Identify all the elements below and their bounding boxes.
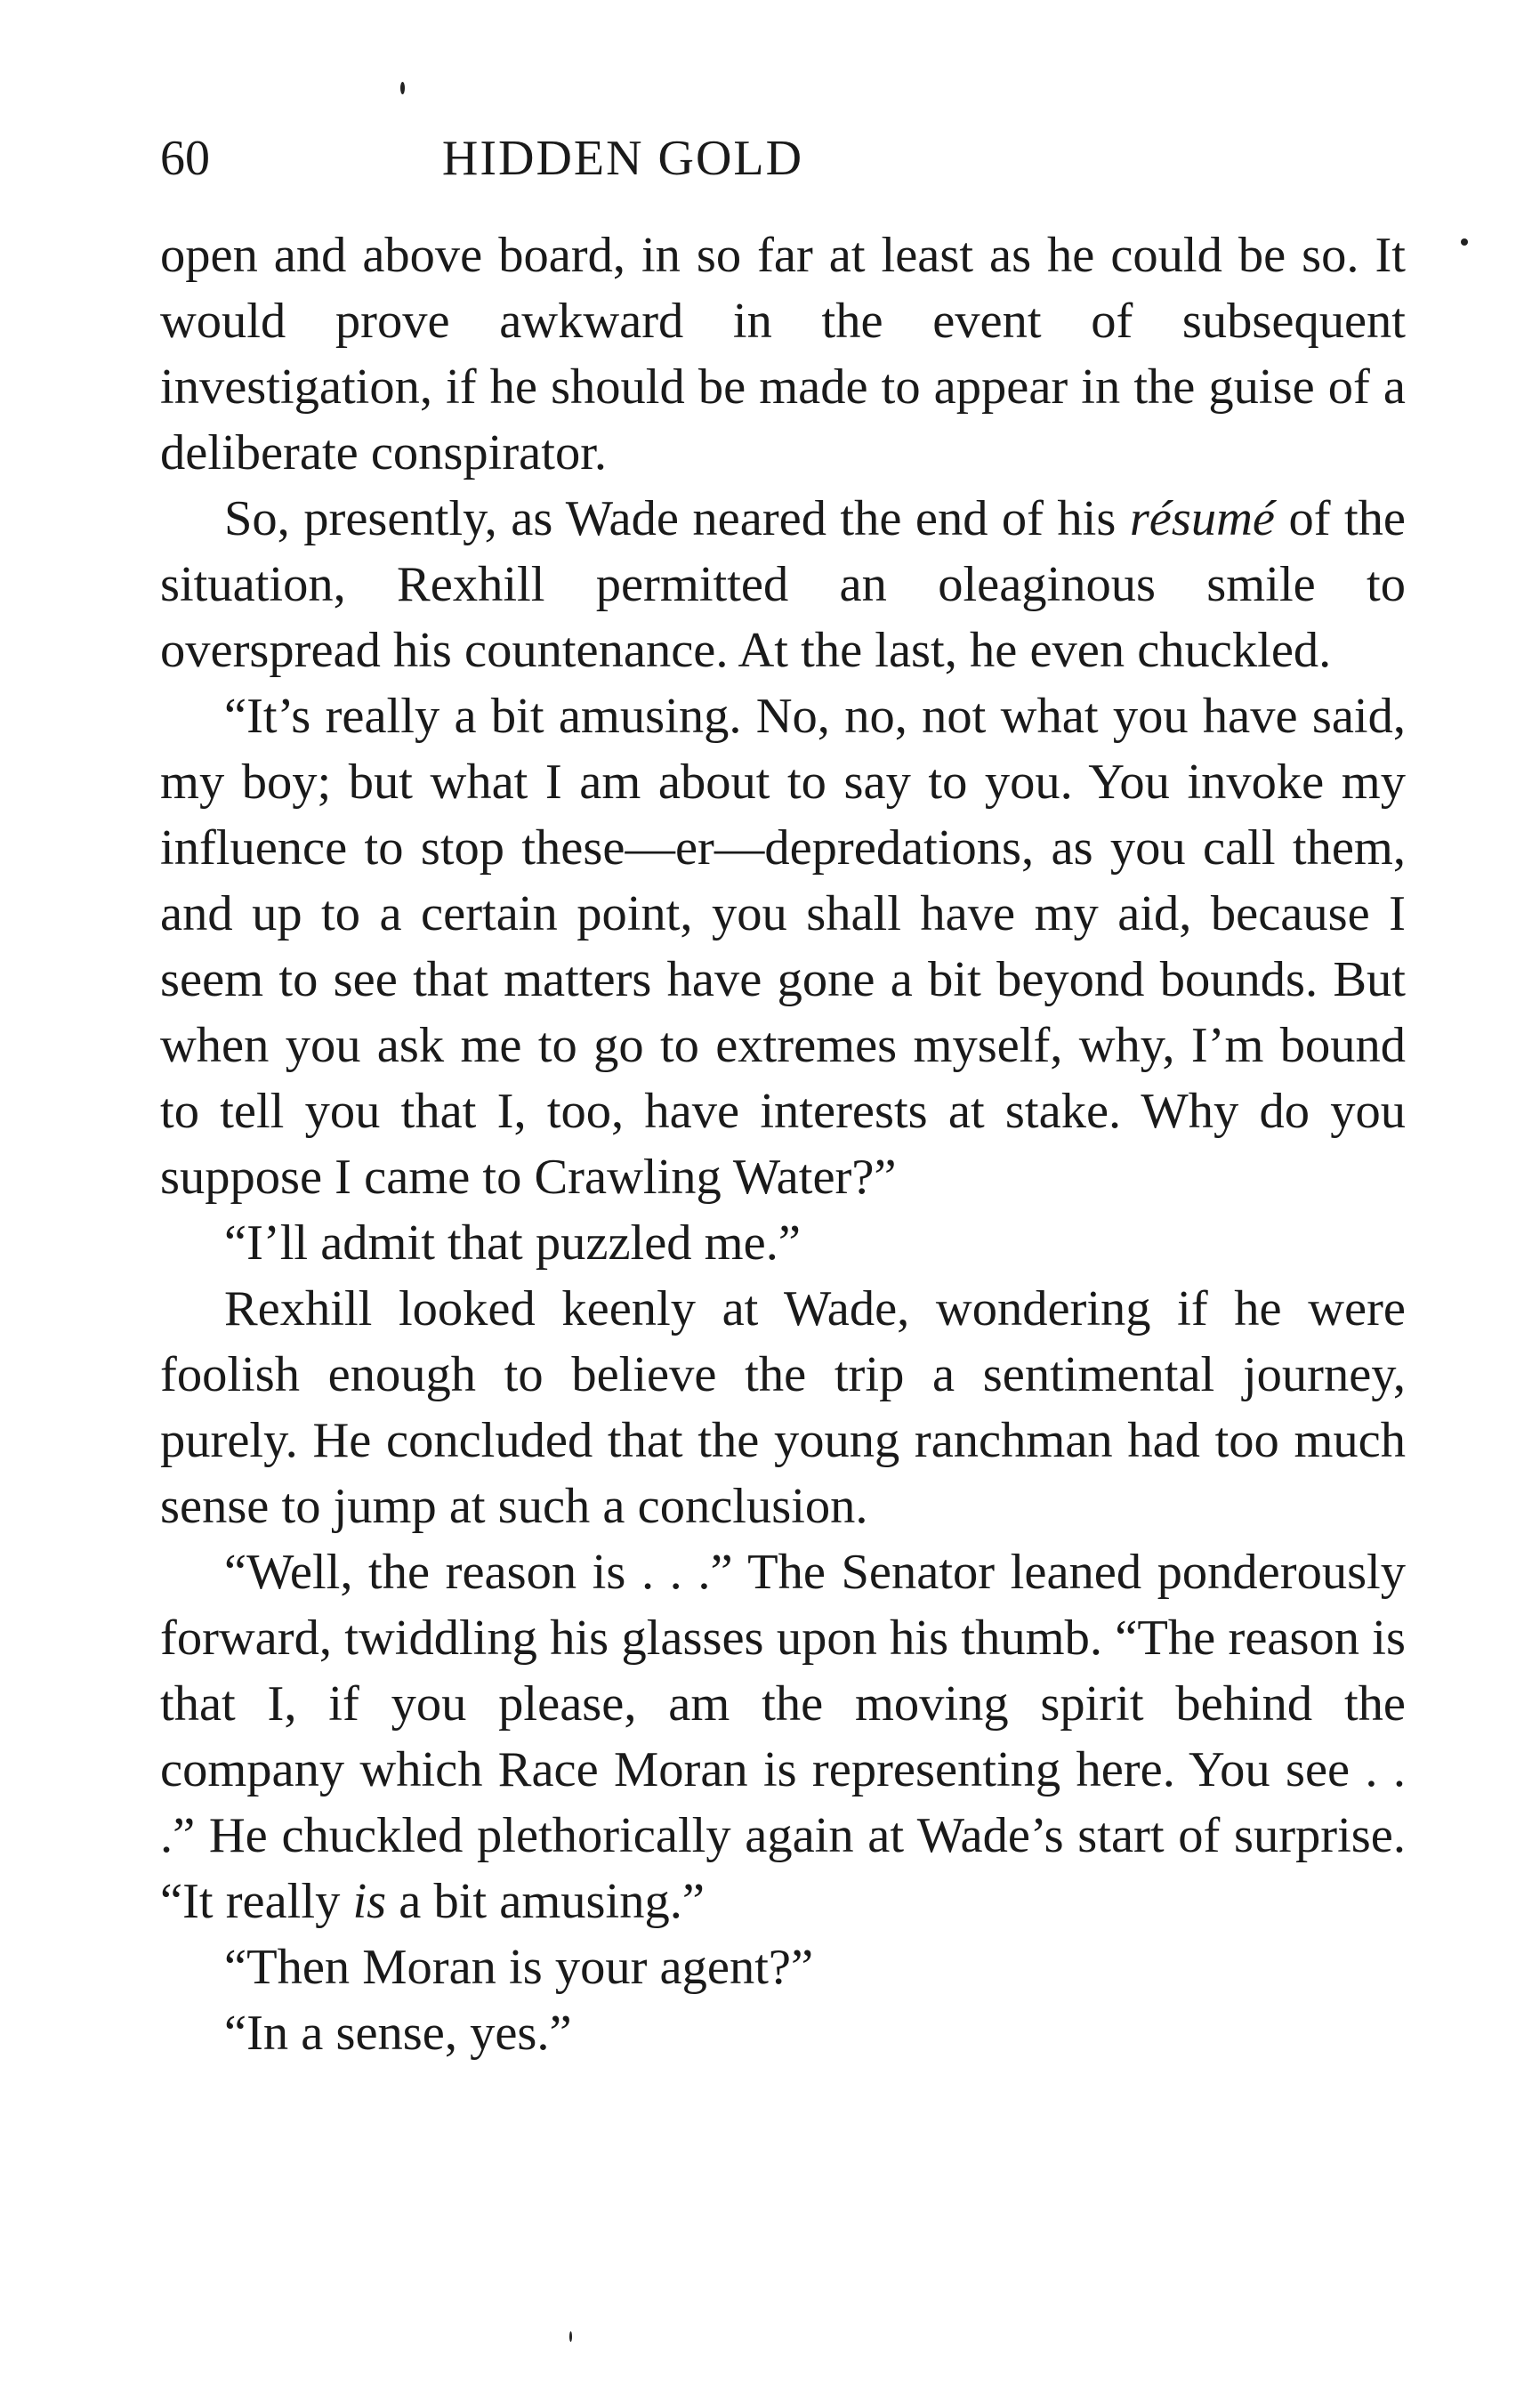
paragraph-text: “In a sense, yes.” [224, 2006, 572, 2061]
paragraph [160, 1276, 1406, 1539]
paragraph [160, 1210, 1406, 1276]
paragraph [160, 1934, 1406, 2000]
italic-text: is [352, 1874, 387, 1929]
paragraph [160, 222, 1406, 486]
ink-speck [569, 2331, 572, 2342]
ink-speck [1461, 238, 1468, 246]
paragraph [160, 2000, 1406, 2066]
running-head [160, 123, 1406, 194]
page-number: 60 [160, 131, 210, 186]
running-title: HIDDEN GOLD [441, 131, 804, 186]
italic-text: résumé [1129, 491, 1275, 546]
paragraph [160, 486, 1406, 683]
paragraph-text: So, presently, as Wade neared the end of his [224, 491, 1130, 546]
paragraph-text: Rexhill looked keenly at Wade, wondering if he were foolish enough to believe the trip a sentimental journey, purely. He concluded that the young ranchman had too much sense to jump at such a conclusion. [160, 1281, 1406, 1534]
paragraph-text: of the situation, Rexhill permitted an oleaginous smile to overspread his countenance. At the last, he even chuckled. [160, 491, 1406, 678]
paragraph-text: “It’s really a bit amusing. No, no, not what you have said, my boy; but what I am about to say to you. You invoke my influence to stop these—er—depredations, as you call them, and up to a certain point, you shall have my aid, because I seem to see that matters have gone a bit beyond bounds. But when you ask me to go to extremes myself, why, I’m bound to tell you that I, too, have interests at stake. Why do you suppose I came to Crawling Water?” [160, 689, 1406, 1205]
paragraph-text: open and above board, in so far at least as he could be so. It would prove awkward in the event of subsequent investigation, if he should be made to appear in the guise of a deliberate conspirator. [160, 228, 1406, 480]
paragraph-text: “Then Moran is your agent?” [224, 1940, 814, 1995]
ink-speck [400, 82, 405, 94]
paragraph-text: “Well, the reason is . . .” The Senator leaned ponderously forward, twiddling his glasses upon his thumb. “The reason is that I, if you please, am the moving spirit behind the company which Race Moran is representing here. You see . . .” He chuckled plethorically again at Wade’s start of surprise. “It really [160, 1545, 1406, 1929]
paragraph [160, 683, 1406, 1210]
paragraph-text: “I’ll admit that puzzled me.” [224, 1215, 801, 1271]
paragraph [160, 1539, 1406, 1934]
paragraph-text: a bit amusing.” [386, 1874, 705, 1929]
body-text [160, 222, 1406, 2066]
